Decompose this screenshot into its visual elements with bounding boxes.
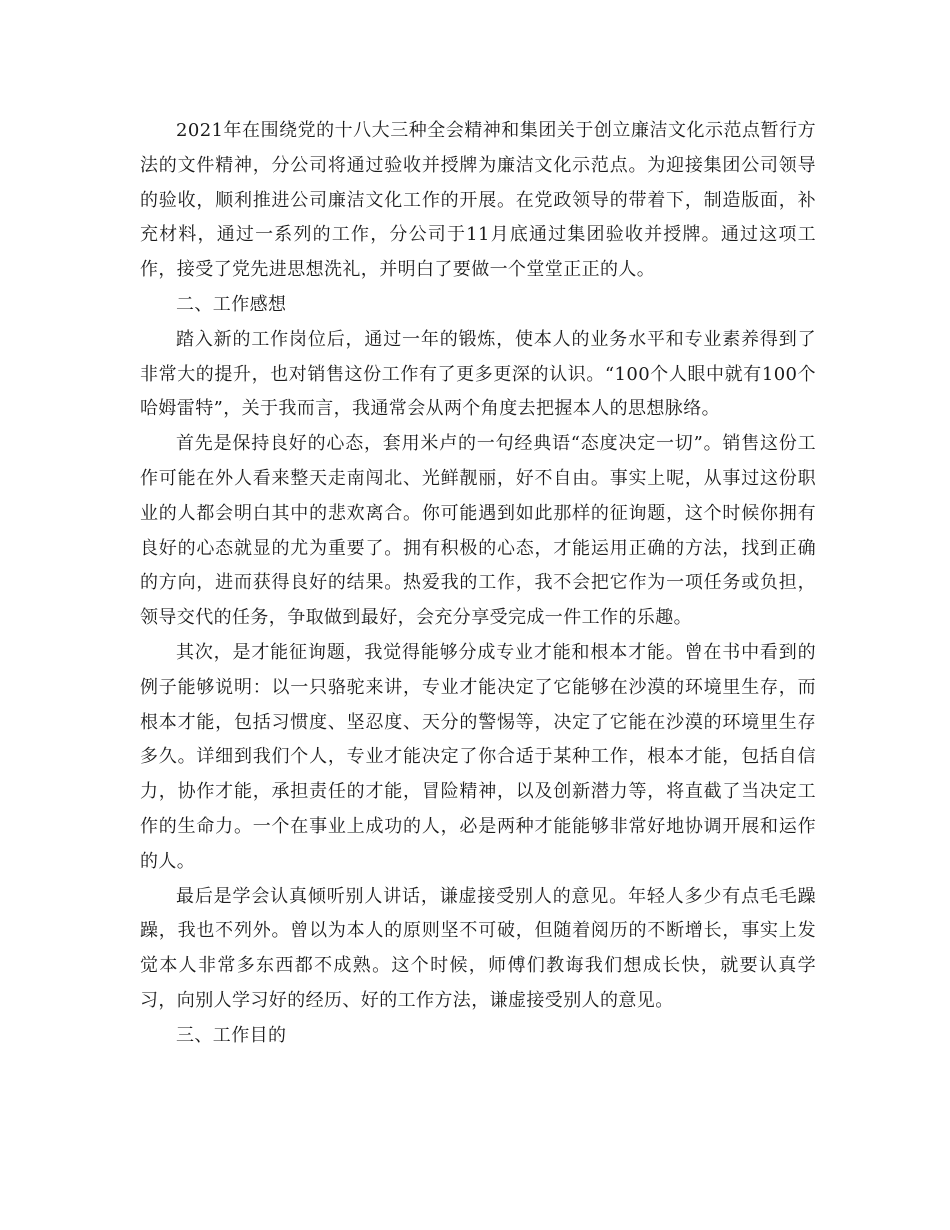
section-heading-work-goals: 三、工作目的 (176, 1024, 287, 1046)
document-page (140, 114, 816, 1054)
paragraph-acceptance: 2021年在围绕党的十八大三种全会精神和集团关于创立廉洁文化示范点暂行方法的文件精神，分公司将通过验收并授牌为廉洁文化示范点。为迎接集团公司领导的验收，顺利推进公司廉洁文化工作的开展。在党政领导的带着下，制造版面，补充材料，通过一系列的工作，分公司于11月底通过集团验收并授牌。通过这项工作，接受了党先进思想洗礼，并明白了要做一个堂堂正正的人。 (140, 120, 816, 281)
paragraph-new-position: 踏入新的工作岗位后，通过一年的锻炼，使本人的业务水平和专业素养得到了非常大的提升，也对销售这份工作有了更多更深的认识。“100个人眼中就有100个哈姆雷特”，关于我而言，我通常会从两个角度去把握本人的思想脉络。 (140, 328, 816, 420)
paragraph-mindset: 首先是保持良好的心态，套用米卢的一句经典语“态度决定一切”。销售这份工作可能在外人看来整天走南闯北、光鲜靓丽，好不自由。事实上呢，从事过这份职业的人都会明白其中的悲欢离合。你可能遇到如此那样的征询题，这个时候你拥有良好的心态就显的尤为重要了。拥有积极的心态，才能运用正确的方法，找到正确的方向，进而获得良好的结果。热爱我的工作，我不会把它作为一项任务或负担，领导交代的任务，争取做到最好，会充分享受完成一件工作的乐趣。 (140, 433, 816, 629)
section-heading-work-thoughts: 二、工作感想 (176, 293, 287, 315)
paragraph-abilities: 其次，是才能征询题，我觉得能够分成专业才能和根本才能。曾在书中看到的例子能够说明：以一只骆驼来讲，专业才能决定了它能够在沙漠的环境里生存，而根本才能，包括习惯度、坚忍度、天分的警惕等，决定了它能在沙漠的环境里生存多久。详细到我们个人，专业才能决定了你合适于某种工作，根本才能，包括自信力，协作才能，承担责任的才能，冒险精神，以及创新潜力等，将直截了当决定工作的生命力。一个在事业上成功的人，必是两种才能能够非常好地协调开展和运作的人。 (140, 641, 816, 872)
paragraph-listening: 最后是学会认真倾听别人讲话，谦虚接受别人的意见。年轻人多少有点毛毛躁躁，我也不列外。曾以为本人的原则坚不可破，但随着阅历的不断增长，事实上发觉本人非常多东西都不成熟。这个时候，师傅们教诲我们想成长快，就要认真学习，向别人学习好的经历、好的工作方法，谦虚接受别人的意见。 (140, 885, 816, 1011)
